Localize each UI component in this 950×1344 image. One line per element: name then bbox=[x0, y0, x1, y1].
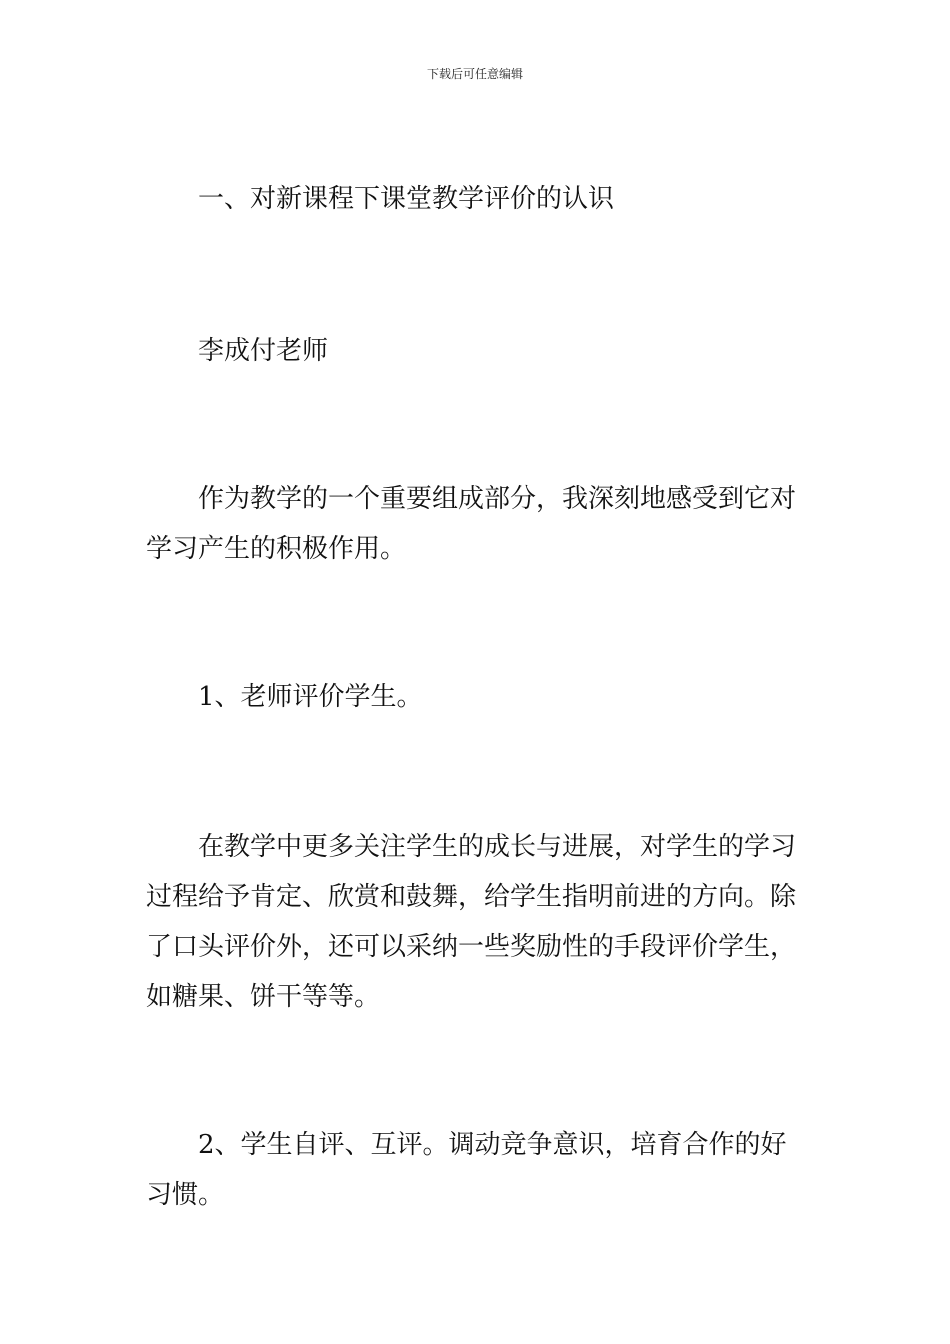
intro-paragraph: 作为教学的一个重要组成部分，我深刻地感受到它对学习产生的积极作用。 bbox=[146, 484, 797, 564]
author-line: 李成付老师 bbox=[198, 336, 329, 366]
item1-heading: 1、老师评价学生。 bbox=[198, 682, 423, 712]
section-title: 一、对新课程下课堂教学评价的认识 bbox=[198, 184, 615, 214]
item2-paragraph: 2、学生自评、互评。调动竞争意识，培育合作的好习惯。 bbox=[146, 1130, 787, 1210]
header-note: 下载后可任意编辑 bbox=[426, 67, 523, 81]
item1-body: 在教学中更多关注学生的成长与进展，对学生的学习过程给予肯定、欣赏和鼓舞，给学生指明前进的方向。除了口头评价外，还可以采纳一些奖励性的手段评价学生，如糖果、饼干等等。 bbox=[146, 832, 797, 1012]
